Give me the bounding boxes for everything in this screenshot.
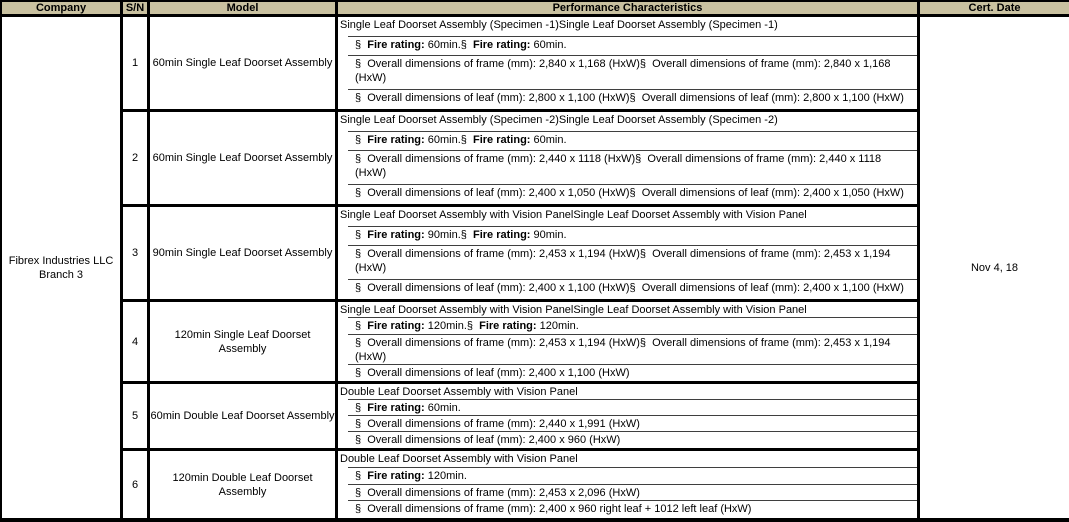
model-cell[interactable]: 120min Double Leaf Doorset Assembly (150, 451, 335, 518)
performance-text-segment: § Overall dimensions of leaf (mm): 2,400 x 960 (HxW) (355, 434, 621, 446)
performance-line (338, 56, 917, 90)
performance-text-segment: 60min. (530, 38, 567, 51)
performance-text-segment: 90min. (530, 228, 567, 241)
performance-text-segment: Single Leaf Doorset Assembly with Vision PanelSingle Leaf Doorset Assembly with Vision Panel (340, 209, 807, 221)
header-model[interactable]: Model (150, 2, 335, 14)
performance-text-segment: 60min. (424, 402, 461, 414)
performance-text-segment: Single Leaf Doorset Assembly (Specimen -2)Single Leaf Doorset Assembly (Specimen -2) (340, 114, 778, 126)
cert-date-cell[interactable] (920, 17, 1069, 518)
header-company[interactable]: Company (2, 2, 120, 14)
performance-text-segment: § Overall dimensions of frame (mm): 2,840 x 1,168 (HxW)§ Overall dimensions of frame (mm): 2,840 x 1,168 (HxW) (355, 58, 891, 84)
performance-text-segment: § (355, 38, 368, 51)
performance-text-segment: § Overall dimensions of frame (mm): 2,453 x 1,194 (HxW)§ Overall dimensions of frame (mm): 2,453 x 1,194 (HxW) (355, 336, 891, 363)
performance-text-segment: Fire rating: (367, 320, 425, 333)
performance-line (338, 501, 917, 518)
sn-cell[interactable]: 4 (123, 302, 147, 381)
performance-line (338, 17, 917, 37)
performance-cell[interactable] (338, 451, 917, 518)
performance-text-segment: § Overall dimensions of frame (mm): 2,440 x 1118 (HxW)§ Overall dimensions of frame (mm): 2,440 x 1118 (HxW) (355, 153, 882, 179)
performance-text-segment: Double Leaf Doorset Assembly with Vision Panel (340, 386, 578, 398)
company-name: Fibrex Industries LLC (8, 254, 114, 267)
model-cell[interactable]: 90min Single Leaf Doorset Assembly (150, 207, 335, 299)
performance-text-segment: § (355, 228, 368, 241)
model-cell[interactable]: 120min Single Leaf Doorset Assembly (150, 302, 335, 381)
performance-text-segment: § Overall dimensions of leaf (mm): 2,800 x 1,100 (HxW)§ Overall dimensions of leaf (mm): 2,800 x 1,100 (HxW) (355, 91, 904, 104)
header-sn[interactable]: S/N (123, 2, 147, 14)
performance-line (338, 432, 917, 448)
performance-line (338, 207, 917, 227)
performance-text-segment: 120min. (424, 469, 467, 482)
performance-cell[interactable] (338, 384, 917, 448)
performance-line (338, 318, 917, 334)
sn-cell[interactable]: 5 (123, 384, 147, 448)
performance-text-segment: Single Leaf Doorset Assembly (Specimen -1)Single Leaf Doorset Assembly (Specimen -1) (340, 19, 778, 31)
performance-line (338, 112, 917, 132)
model-cell[interactable]: 60min Single Leaf Doorset Assembly (150, 17, 335, 109)
performance-text-segment: 60min. (530, 133, 567, 146)
performance-line (338, 90, 917, 110)
performance-text-segment: 120min.§ (424, 320, 480, 333)
performance-text-segment: § Overall dimensions of leaf (mm): 2,400 x 1,050 (HxW)§ Overall dimensions of leaf (mm): 2,400 x 1,050 (HxW) (355, 186, 904, 199)
performance-text-segment: Fire rating: (367, 402, 425, 414)
performance-text-segment: 60min.§ (424, 133, 473, 146)
model-cell[interactable]: 60min Single Leaf Doorset Assembly (150, 112, 335, 204)
performance-line (338, 416, 917, 432)
performance-line (338, 185, 917, 205)
sn-cell[interactable]: 1 (123, 17, 147, 109)
performance-text-segment: 60min.§ (424, 38, 473, 51)
performance-text-segment: § Overall dimensions of frame (mm): 2,453 x 2,096 (HxW) (355, 486, 640, 499)
performance-text-segment: Fire rating: (473, 133, 531, 146)
performance-line (338, 246, 917, 280)
header-cert-date[interactable]: Cert. Date (920, 2, 1069, 14)
performance-text-segment: 90min.§ (424, 228, 473, 241)
sn-cell[interactable]: 2 (123, 112, 147, 204)
performance-line (338, 37, 917, 57)
performance-text-segment: § Overall dimensions of frame (mm): 2,440 x 1,991 (HxW) (355, 418, 640, 430)
performance-line (338, 132, 917, 152)
performance-text-segment: § Overall dimensions of frame (mm): 2,453 x 1,194 (HxW)§ Overall dimensions of frame (mm): 2,453 x 1,194 (HxW) (355, 248, 891, 274)
performance-line (338, 365, 917, 381)
cert-date-value: Nov 4, 18 (970, 261, 1019, 274)
performance-line (338, 468, 917, 485)
performance-text-segment: § (355, 402, 368, 414)
model-cell[interactable]: 60min Double Leaf Doorset Assembly (150, 384, 335, 448)
performance-text-segment: Fire rating: (367, 228, 425, 241)
performance-text-segment: § (355, 469, 368, 482)
performance-text-segment: Fire rating: (473, 228, 531, 241)
performance-text-segment: Fire rating: (367, 133, 425, 146)
performance-line (338, 280, 917, 300)
performance-line (338, 384, 917, 400)
performance-text-segment: 120min. (536, 320, 579, 333)
performance-line (338, 485, 917, 502)
performance-text-segment: § Overall dimensions of frame (mm): 2,400 x 960 right leaf + 1012 left leaf (HxW) (355, 503, 752, 516)
sn-cell[interactable]: 6 (123, 451, 147, 518)
performance-text-segment: Fire rating: (479, 320, 537, 333)
performance-line (338, 302, 917, 318)
performance-text-segment: Fire rating: (367, 469, 425, 482)
performance-line (338, 451, 917, 468)
sn-cell[interactable]: 3 (123, 207, 147, 299)
performance-line (338, 400, 917, 416)
performance-cell[interactable] (338, 17, 917, 109)
performance-line (338, 151, 917, 185)
performance-cell[interactable] (338, 112, 917, 204)
performance-line (338, 227, 917, 247)
performance-text-segment: Fire rating: (367, 38, 425, 51)
performance-cell[interactable] (338, 302, 917, 381)
performance-text-segment: § (355, 320, 368, 333)
company-branch: Branch 3 (38, 268, 84, 281)
performance-text-segment: § Overall dimensions of leaf (mm): 2,400 x 1,100 (HxW)§ Overall dimensions of leaf (mm): 2,400 x 1,100 (HxW) (355, 281, 904, 294)
performance-cell[interactable] (338, 207, 917, 299)
performance-text-segment: Double Leaf Doorset Assembly with Vision Panel (340, 453, 578, 465)
performance-text-segment: Fire rating: (473, 38, 531, 51)
performance-line (338, 335, 917, 365)
performance-text-segment: § Overall dimensions of leaf (mm): 2,400 x 1,100 (HxW) (355, 366, 630, 379)
company-cell[interactable] (2, 17, 120, 518)
performance-text-segment: Single Leaf Doorset Assembly with Vision PanelSingle Leaf Doorset Assembly with Vision Panel (340, 304, 807, 316)
header-performance-characteristics[interactable]: Performance Characteristics (338, 2, 917, 14)
performance-text-segment: § (355, 133, 368, 146)
